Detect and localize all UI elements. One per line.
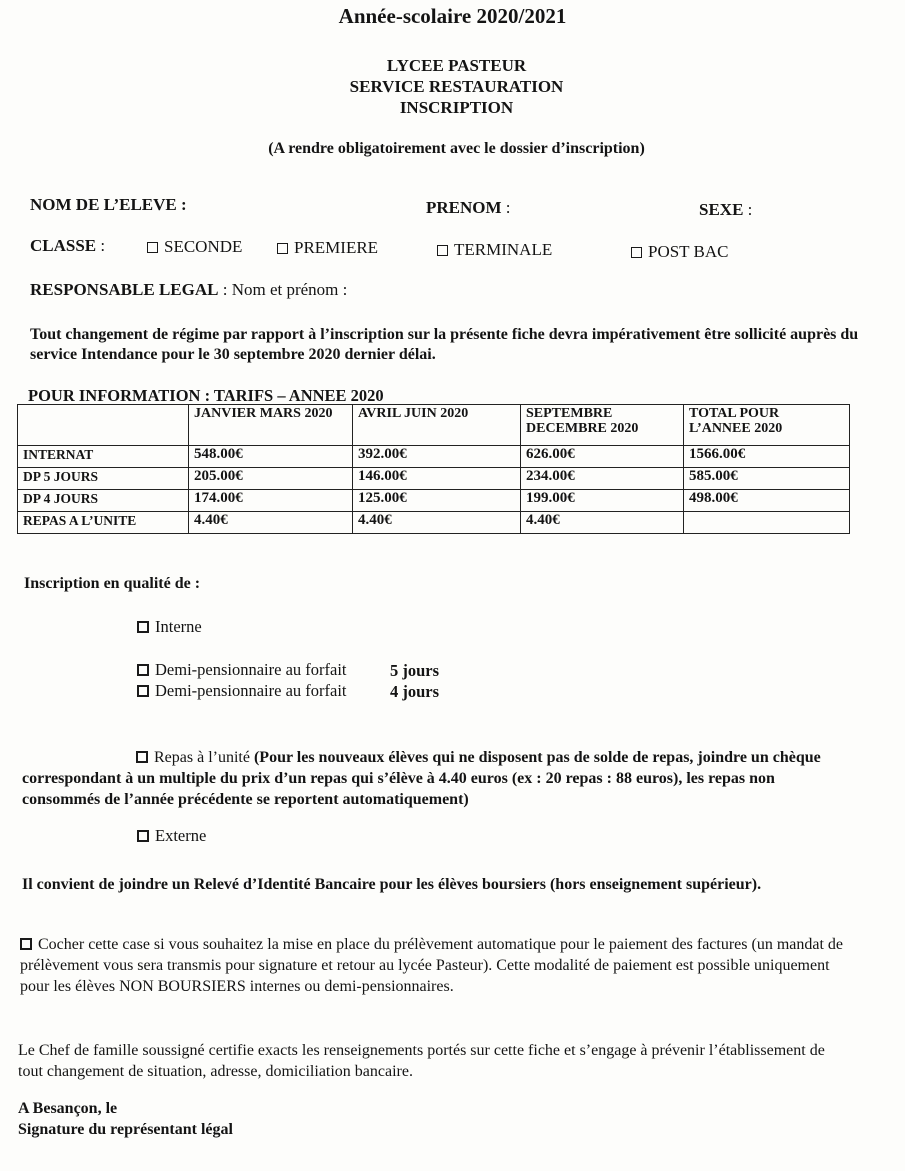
table-header-cell bbox=[18, 405, 189, 446]
sexe-label: SEXE bbox=[699, 200, 744, 219]
checkbox-icon[interactable] bbox=[137, 685, 149, 697]
checkbox-icon[interactable] bbox=[437, 245, 448, 256]
table-row bbox=[18, 468, 850, 490]
table-cell: 548.00€ bbox=[189, 446, 353, 468]
sexe-colon: : bbox=[743, 200, 753, 219]
checkbox-icon[interactable] bbox=[277, 243, 288, 254]
checkbox-icon[interactable] bbox=[631, 247, 642, 258]
responsable-legal-label: RESPONSABLE LEGAL bbox=[30, 280, 219, 299]
table-header-cell: JANVIER MARS 2020 bbox=[189, 405, 353, 446]
checkbox-icon[interactable] bbox=[136, 751, 148, 763]
submission-instruction: (A rendre obligatoirement avec le dossier d’inscription) bbox=[268, 140, 645, 157]
table-cell: 125.00€ bbox=[353, 490, 521, 512]
option-interne-label: Interne bbox=[155, 617, 202, 636]
table-row bbox=[18, 512, 850, 534]
option-dp4[interactable] bbox=[137, 681, 347, 701]
classe-label: CLASSE bbox=[30, 236, 97, 255]
prelevement-text: Cocher cette case si vous souhaitez la mise en place du prélèvement automatique pour le paiement des factures (un mandat de prélèvement vous sera transmis pour signature et retour au lycée Pasteur). Cette modalité de paiement est possible uniquement pour les élèves NON BOURSIERS internes ou demi-pensionnaires. bbox=[20, 936, 844, 995]
table-cell: 4.40€ bbox=[189, 512, 353, 534]
option-externe[interactable] bbox=[137, 826, 206, 846]
sexe-field bbox=[699, 200, 752, 220]
option-interne[interactable] bbox=[137, 617, 202, 637]
option-dp-label: Demi-pensionnaire au forfait bbox=[155, 681, 347, 700]
signature-label: Signature du représentant légal bbox=[18, 1121, 233, 1138]
prenom-label: PRENOM bbox=[426, 198, 502, 217]
classe-option-label: TERMINALE bbox=[454, 240, 553, 259]
school-name: LYCEE PASTEUR bbox=[386, 56, 527, 75]
responsable-legal-field bbox=[30, 280, 347, 300]
checkbox-icon[interactable] bbox=[137, 664, 149, 676]
option-repas-note: (Pour les nouveaux élèves qui ne disposent pas de solde de repas, joindre un chèque correspondant à un multiple du prix d’un repas qui s’élève à 4.40 euros (ex : 20 repas : 88 euros), les repas non consommés de l’année précédente se reportent automatiquement) bbox=[22, 749, 821, 808]
table-cell: 174.00€ bbox=[189, 490, 353, 512]
classe-colon: : bbox=[96, 236, 106, 255]
inscription-label: Inscription en qualité de : bbox=[24, 575, 201, 592]
regime-change-notice: Tout changement de régime par rapport à l’inscription sur la présente fiche devra impérativement être sollicité auprès du service Intendance pour le 30 septembre 2020 dernier délai. bbox=[30, 326, 859, 363]
table-cell: 392.00€ bbox=[353, 446, 521, 468]
row-label: REPAS A L’UNITE bbox=[18, 512, 189, 534]
option-externe-label: Externe bbox=[155, 826, 207, 845]
signature-place: A Besançon, le bbox=[18, 1100, 118, 1117]
classe-option-seconde[interactable] bbox=[147, 237, 242, 257]
table-cell: 205.00€ bbox=[189, 468, 353, 490]
table-header-cell: SEPTEMBRE DECEMBRE 2020 bbox=[521, 405, 684, 446]
service-name: SERVICE RESTAURATION bbox=[349, 77, 564, 96]
table-cell: 626.00€ bbox=[521, 446, 684, 468]
checkbox-icon[interactable] bbox=[20, 938, 32, 950]
table-cell: 146.00€ bbox=[353, 468, 521, 490]
table-header-cell: TOTAL POUR L’ANNEE 2020 bbox=[684, 405, 850, 446]
row-label: DP 4 JOURS bbox=[18, 490, 189, 512]
classe-option-label: PREMIERE bbox=[294, 238, 379, 257]
classe-label-group bbox=[30, 236, 105, 256]
table-cell: 199.00€ bbox=[521, 490, 684, 512]
table-row bbox=[18, 490, 850, 512]
form-title: INSCRIPTION bbox=[399, 98, 514, 117]
table-cell: 4.40€ bbox=[353, 512, 521, 534]
option-dp5-days: 5 jours bbox=[390, 661, 440, 680]
prenom-field bbox=[426, 198, 511, 218]
table-cell: 585.00€ bbox=[684, 468, 850, 490]
checkbox-icon[interactable] bbox=[137, 621, 149, 633]
school-year-title: Année-scolaire 2020/2021 bbox=[338, 4, 567, 28]
classe-option-terminale[interactable] bbox=[437, 240, 552, 260]
option-repas[interactable] bbox=[22, 747, 852, 810]
table-header-row bbox=[18, 405, 850, 446]
nom-eleve-label: NOM DE L’ELEVE : bbox=[30, 195, 187, 214]
row-label: DP 5 JOURS bbox=[18, 468, 189, 490]
table-cell: 234.00€ bbox=[521, 468, 684, 490]
certification-text: Le Chef de famille soussigné certifie exacts les renseignements portés sur cette fiche et s’engage à prévenir l’établissement de tout changement de situation, adresse, domiciliation bancaire. bbox=[18, 1042, 825, 1080]
checkbox-icon[interactable] bbox=[137, 830, 149, 842]
table-cell: 1566.00€ bbox=[684, 446, 850, 468]
responsable-legal-suffix: : Nom et prénom : bbox=[218, 280, 348, 299]
classe-option-premiere[interactable] bbox=[277, 238, 378, 258]
classe-option-postbac[interactable] bbox=[631, 242, 728, 262]
prelevement-option[interactable] bbox=[20, 934, 850, 997]
table-cell: 4.40€ bbox=[521, 512, 684, 534]
option-repas-label: Repas à l’unité bbox=[154, 749, 250, 766]
checkbox-icon[interactable] bbox=[147, 242, 158, 253]
option-dp-label: Demi-pensionnaire au forfait bbox=[155, 660, 347, 679]
classe-option-label: POST BAC bbox=[648, 242, 729, 261]
tarifs-table bbox=[17, 404, 850, 534]
option-dp4-days: 4 jours bbox=[390, 682, 440, 701]
tarifs-title: POUR INFORMATION : TARIFS – ANNEE 2020 bbox=[28, 386, 384, 405]
rib-notice: Il convient de joindre un Relevé d’Identité Bancaire pour les élèves boursiers (hors enseignement supérieur). bbox=[22, 876, 762, 893]
classe-option-label: SECONDE bbox=[164, 237, 243, 256]
option-dp5[interactable] bbox=[137, 660, 347, 680]
prenom-colon: : bbox=[501, 198, 511, 217]
table-row bbox=[18, 446, 850, 468]
row-label: INTERNAT bbox=[18, 446, 189, 468]
table-cell bbox=[684, 512, 850, 534]
table-cell: 498.00€ bbox=[684, 490, 850, 512]
table-header-cell: AVRIL JUIN 2020 bbox=[353, 405, 521, 446]
